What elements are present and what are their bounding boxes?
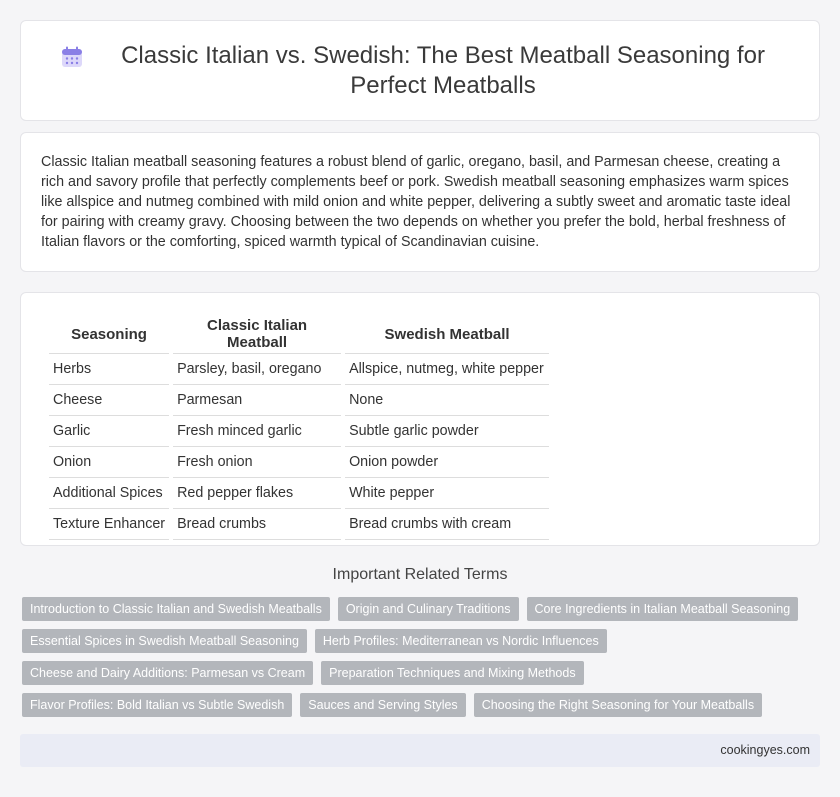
column-header-italian: Classic Italian Meatball [173,311,341,354]
intro-paragraph: Classic Italian meatball seasoning features a robust blend of garlic, oregano, basil, and Parmesan cheese, creating a rich and savory profile that perfectly complements beef or pork. Swedish meatball seasoning emphasizes warm spices like allspice and nutmeg combined with mild onion and white pepper, delivering a subtly sweet and aromatic taste ideal for pairing with creamy gravy. Choosing between the two depends on whether you prefer the bold, herbal freshness of Italian flavors or the comforting, spiced warmth typical of Scandinavian cuisine. [41,154,791,250]
table-cell: Bread crumbs with cream [345,509,549,540]
related-term-tag[interactable]: Sauces and Serving Styles [300,693,465,717]
table-row [49,478,549,509]
related-term-tag[interactable]: Herb Profiles: Mediterranean vs Nordic Influences [315,629,607,653]
header-card [20,20,820,121]
table-cell: Herbs [49,354,169,385]
table-cell: Fresh onion [173,447,341,478]
intro-card [20,132,820,272]
table-cell: White pepper [345,478,549,509]
related-term-tag[interactable]: Cheese and Dairy Additions: Parmesan vs Cream [22,661,313,685]
related-terms-list [22,597,822,725]
footer [20,734,820,767]
page-title: Classic Italian vs. Swedish: The Best Meatball Seasoning for Perfect Meatballs [121,41,765,99]
table-cell: Subtle garlic powder [345,416,549,447]
tag-row [22,661,822,685]
related-term-tag[interactable]: Essential Spices in Swedish Meatball Seasoning [22,629,307,653]
table-cell: None [345,385,549,416]
table-cell: Bread crumbs [173,509,341,540]
table-cell: Onion powder [345,447,549,478]
table-header-row [49,311,549,354]
tag-row [22,693,822,717]
table-cell: Parmesan [173,385,341,416]
table-cell: Allspice, nutmeg, white pepper [345,354,549,385]
related-term-tag[interactable]: Core Ingredients in Italian Meatball Seasoning [527,597,799,621]
comparison-table [45,311,553,540]
table-cell: Texture Enhancer [49,509,169,540]
tag-row [22,597,822,621]
tag-row [22,629,822,653]
table-cell: Fresh minced garlic [173,416,341,447]
table-cell: Onion [49,447,169,478]
table-row [49,416,549,447]
related-term-tag[interactable]: Preparation Techniques and Mixing Methods [321,661,583,685]
table-row [49,447,549,478]
table-cell: Cheese [49,385,169,416]
related-term-tag[interactable]: Choosing the Right Seasoning for Your Meatballs [474,693,762,717]
table-row [49,385,549,416]
column-header-seasoning: Seasoning [49,311,169,354]
related-term-tag[interactable]: Flavor Profiles: Bold Italian vs Subtle Swedish [22,693,292,717]
table-row [49,354,549,385]
table-cell: Additional Spices [49,478,169,509]
related-terms-heading: Important Related Terms [332,566,508,583]
column-header-swedish: Swedish Meatball [345,311,549,354]
table-cell: Garlic [49,416,169,447]
related-term-tag[interactable]: Origin and Culinary Traditions [338,597,519,621]
table-row [49,509,549,540]
related-term-tag[interactable]: Introduction to Classic Italian and Swedish Meatballs [22,597,330,621]
title-wrap [60,41,780,101]
comparison-table-card [20,292,820,546]
table-cell: Red pepper flakes [173,478,341,509]
calendar-icon [60,45,84,69]
footer-site-link[interactable]: cookingyes.com [720,743,810,757]
table-cell: Parsley, basil, oregano [173,354,341,385]
